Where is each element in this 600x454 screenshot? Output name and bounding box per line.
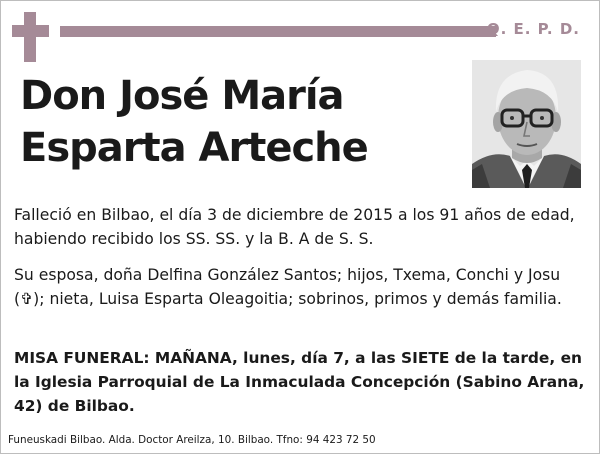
family-paragraph: Su esposa, doña Delfina González Santos; hijos, Txema, Conchi y Josu (✞); nieta, Luisa Esparta Oleagoitia; sobrinos, primos y demás familia. (14, 266, 562, 308)
portrait-illustration (472, 60, 581, 188)
deceased-name-line1: Don José María (20, 73, 344, 119)
death-details-paragraph: Falleció en Bilbao, el día 3 de diciembre de 2015 a los 91 años de edad, habiendo recibido los SS. SS. y la B. A de S. S. (14, 206, 575, 248)
portrait-photo (472, 60, 581, 188)
deceased-name-line2: Esparta Arteche (20, 125, 368, 171)
deceased-name (20, 70, 368, 174)
cross-icon-horizontal-bar (12, 25, 49, 37)
qepd-label: Q. E. P. D. (486, 20, 580, 38)
header-rule (60, 26, 496, 37)
funeral-mass-paragraph: MISA FUNERAL: MAÑANA, lunes, día 7, a las SIETE de la tarde, en la Iglesia Parroquial de La Inmaculada Concepción (Sabino Arana, 42) de Bilbao. (14, 349, 585, 415)
funeral-home-footer: Funeuskadi Bilbao. Alda. Doctor Areilza, 10. Bilbao. Tfno: 94 423 72 50 (8, 434, 376, 446)
cross-icon-vertical-bar (24, 12, 36, 62)
